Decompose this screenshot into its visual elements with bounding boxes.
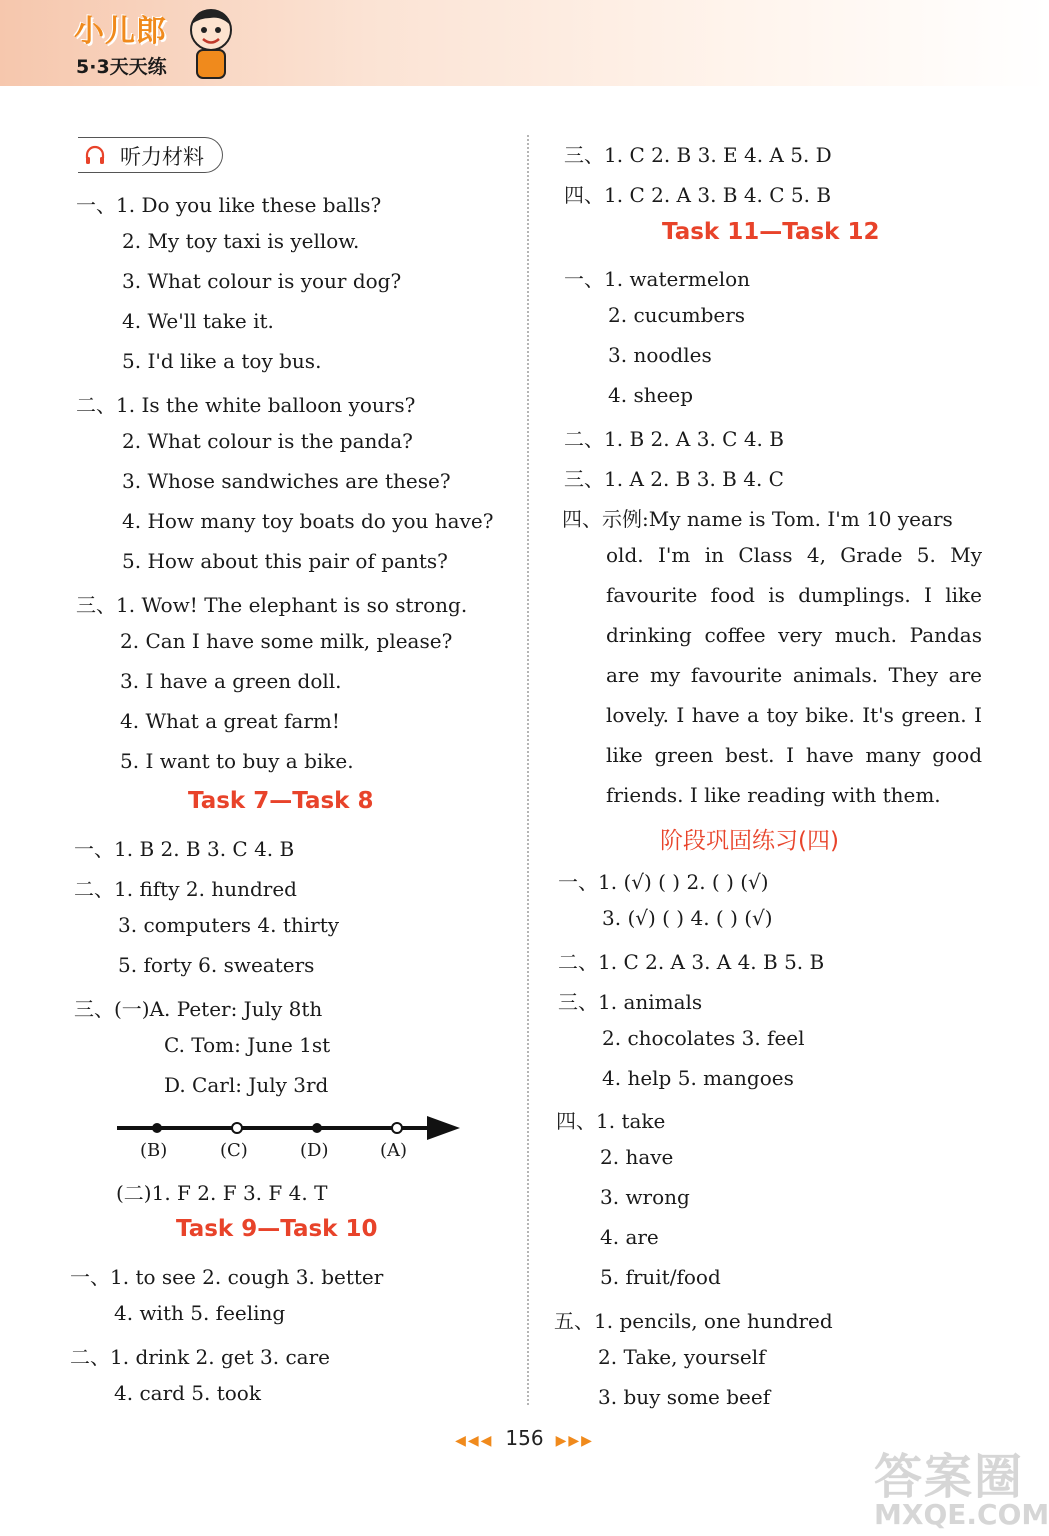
task-heading: Task 11—Task 12 [662, 219, 880, 245]
timeline-label: (A) [380, 1140, 408, 1161]
brand-logo [66, 4, 246, 82]
answer-line: 4. with 5. feeling [114, 1301, 286, 1325]
answer-line: 一、1. B 2. B 3. C 4. B [74, 837, 295, 861]
answer-line: are my favourite animals. They are [606, 663, 982, 687]
answer-line: 4. What a great farm! [120, 709, 340, 733]
timeline-label: (D) [300, 1140, 329, 1161]
answer-line: 2. chocolates 3. feel [602, 1026, 805, 1050]
answer-line: (二)1. F 2. F 3. F 4. T [116, 1181, 328, 1205]
answer-line: drinking coffee very much. Pandas [606, 623, 982, 647]
answer-line: 四、1. take [556, 1109, 666, 1133]
answer-line: 三、1. Wow! The elephant is so strong. [76, 593, 468, 617]
answer-line: 5. I'd like a toy bus. [122, 349, 322, 373]
answer-line: 4. card 5. took [114, 1381, 261, 1405]
next-arrows-icon: ▶▶▶ [555, 1433, 594, 1449]
answer-line: 2. My toy taxi is yellow. [122, 229, 360, 253]
watermark-text: 答案圈 [874, 1449, 1025, 1505]
answer-line: 二、1. fifty 2. hundred [74, 877, 297, 901]
answer-line: friends. I like reading with them. [606, 783, 941, 807]
answer-line: 2. have [600, 1145, 674, 1169]
answer-line: 一、1. watermelon [564, 267, 751, 291]
answer-line: 5. forty 6. sweaters [118, 953, 315, 977]
answer-line: 二、1. drink 2. get 3. care [70, 1345, 330, 1369]
answer-line: 三、1. C 2. B 3. E 4. A 5. D [564, 143, 832, 167]
answer-line: 3. buy some beef [598, 1385, 771, 1409]
answer-line: favourite food is dumplings. I like [606, 583, 982, 607]
series-name: 5·3天天练 [76, 56, 167, 78]
answer-line: 一、1. to see 2. cough 3. better [70, 1265, 384, 1289]
timeline-label: (B) [140, 1140, 168, 1161]
answer-line: D. Carl: July 3rd [164, 1073, 329, 1097]
timeline-diagram [115, 1112, 465, 1148]
mascot-icon [184, 6, 238, 80]
answer-line: 5. I want to buy a bike. [120, 749, 354, 773]
badge-label: 听力材料 [120, 145, 204, 169]
answer-line: 三、1. animals [558, 990, 703, 1014]
answer-line: 2. What colour is the panda? [122, 429, 413, 453]
answer-line: 二、1. B 2. A 3. C 4. B [564, 427, 784, 451]
answer-line: 4. help 5. mangoes [602, 1066, 794, 1090]
answer-line: 3. What colour is your dog? [122, 269, 402, 293]
stage-heading: 阶段巩固练习(四) [660, 828, 839, 854]
answer-line: 4. sheep [608, 383, 694, 407]
answer-line: 4. We'll take it. [122, 309, 274, 333]
headphones-icon [84, 144, 106, 166]
answer-line: old. I'm in Class 4, Grade 5. My [606, 543, 982, 567]
column-divider [527, 135, 529, 1405]
watermark-domain: MXQE.COM [874, 1498, 1049, 1531]
answer-line: 2. Take, yourself [598, 1345, 766, 1369]
answer-line: 四、示例:My name is Tom. I'm 10 years [562, 507, 953, 531]
answer-line: 三、1. A 2. B 3. B 4. C [564, 467, 784, 491]
answer-line: 2. Can I have some milk, please? [120, 629, 453, 653]
answer-line: 3. noodles [608, 343, 712, 367]
answer-line: like green best. I have many good [606, 743, 982, 767]
task-heading: Task 9—Task 10 [176, 1216, 378, 1242]
brand-name: 小儿郎 [74, 14, 167, 49]
watermark-logo [868, 1438, 1049, 1531]
page-number: 156 [505, 1426, 544, 1450]
task-heading: Task 7—Task 8 [188, 788, 374, 814]
answer-line: 二、1. C 2. A 3. A 4. B 5. B [558, 950, 825, 974]
answer-line: 2. cucumbers [608, 303, 746, 327]
answer-line: C. Tom: June 1st [164, 1033, 331, 1057]
answer-line: 四、1. C 2. A 3. B 4. C 5. B [564, 183, 832, 207]
answer-line: 4. are [600, 1225, 659, 1249]
answer-line: 3. computers 4. thirty [118, 913, 340, 937]
answer-line: 一、1. Do you like these balls? [76, 193, 382, 217]
answer-line: 一、1. (√) ( ) 2. ( ) (√) [558, 870, 769, 894]
answer-line: 3. (√) ( ) 4. ( ) (√) [602, 906, 773, 930]
answer-line: 5. How about this pair of pants? [122, 549, 448, 573]
answer-line: 三、(一)A. Peter: July 8th [74, 997, 323, 1021]
prev-arrows-icon: ◀◀◀ [455, 1433, 494, 1449]
answer-line: 5. fruit/food [600, 1265, 721, 1289]
answer-line: 五、1. pencils, one hundred [554, 1309, 833, 1333]
answer-line: 3. wrong [600, 1185, 690, 1209]
answer-line: 3. Whose sandwiches are these? [122, 469, 451, 493]
timeline-label: (C) [220, 1140, 248, 1161]
answer-line: 二、1. Is the white balloon yours? [76, 393, 416, 417]
answer-line: 3. I have a green doll. [120, 669, 342, 693]
answer-line: 4. How many toy boats do you have? [122, 509, 494, 533]
answer-line: lovely. I have a toy bike. It's green. I [606, 703, 982, 727]
